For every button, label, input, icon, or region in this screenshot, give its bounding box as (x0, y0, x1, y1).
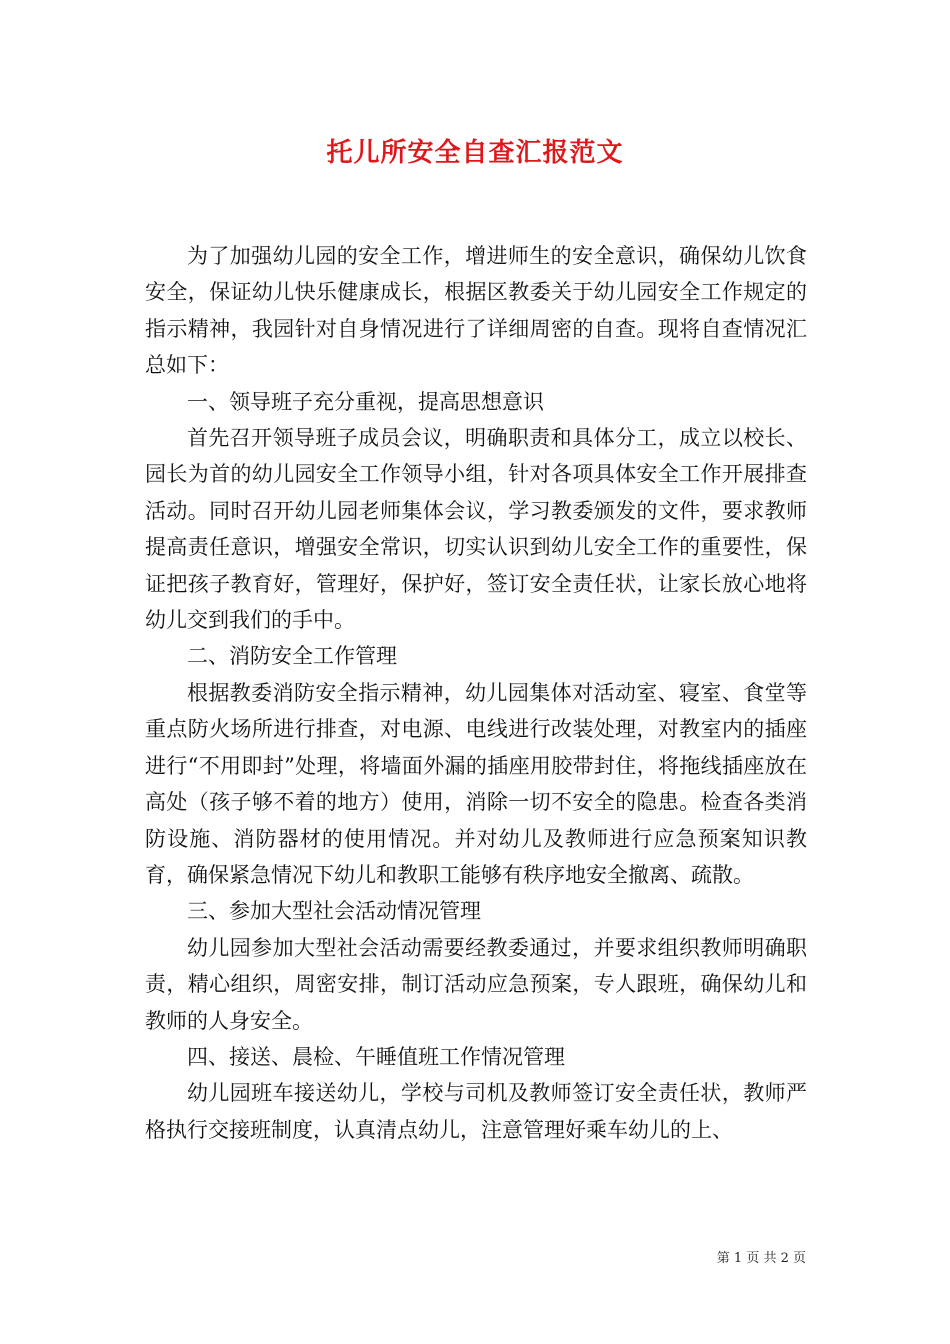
paragraph-section-4: 幼儿园班车接送幼儿，学校与司机及教师签订安全责任状，教师严格执行交接班制度，认真清点幼儿，注意管理好乘车幼儿的上、 (145, 1081, 807, 1142)
paragraph-section-3: 幼儿园参加大型社会活动需要经教委通过，并要求组织教师明确职责，精心组织，周密安排，制订活动应急预案，专人跟班，确保幼儿和教师的人身安全。 (145, 935, 807, 1033)
section-heading-2: 二、消防安全工作管理 (187, 644, 397, 669)
paragraph-section-1: 首先召开领导班子成员会议，明确职责和具体分工，成立以校长、园长为首的幼儿园安全工作领导小组，针对各项具体安全工作开展排查活动。同时召开幼儿园老师集体会议，学习教委颁发的文件，要求教师提高责任意识，增强安全常识，切实认识到幼儿安全工作的重要性，保证把孩子教育好，管理好，保护好，签订安全责任状，让家长放心地将幼儿交到我们的手中。 (145, 426, 807, 633)
section-heading-3: 三、参加大型社会活动情况管理 (187, 899, 481, 924)
section-heading-1: 一、领导班子充分重视，提高思想意识 (187, 389, 544, 414)
document-body (145, 238, 807, 1148)
paragraph-intro: 为了加强幼儿园的安全工作，增进师生的安全意识，确保幼儿饮食安全，保证幼儿快乐健康成长，根据区教委关于幼儿园安全工作规定的指示精神，我园针对自身情况进行了详细周密的自查。现将自查情况汇总如下： (145, 244, 807, 378)
document-title: 托儿所安全自查汇报范文 (326, 138, 624, 168)
paragraph-section-2: 根据教委消防安全指示精神，幼儿园集体对活动室、寝室、食堂等重点防火场所进行排查，对电源、电线进行改装处理，对教室内的插座进行“不用即封”处理，将墙面外漏的插座用胶带封住，将拖线插座放在高处（孩子够不着的地方）使用，消除一切不安全的隐患。检查各类消防设施、消防器材的使用情况。并对幼儿及教师进行应急预案知识教育，确保紧急情况下幼儿和教职工能够有秩序地安全撤离、疏散。 (145, 680, 807, 887)
page-number-footer: 第 1 页 共 2 页 (716, 1251, 806, 1266)
section-heading-4: 四、接送、晨检、午睡值班工作情况管理 (187, 1044, 565, 1069)
